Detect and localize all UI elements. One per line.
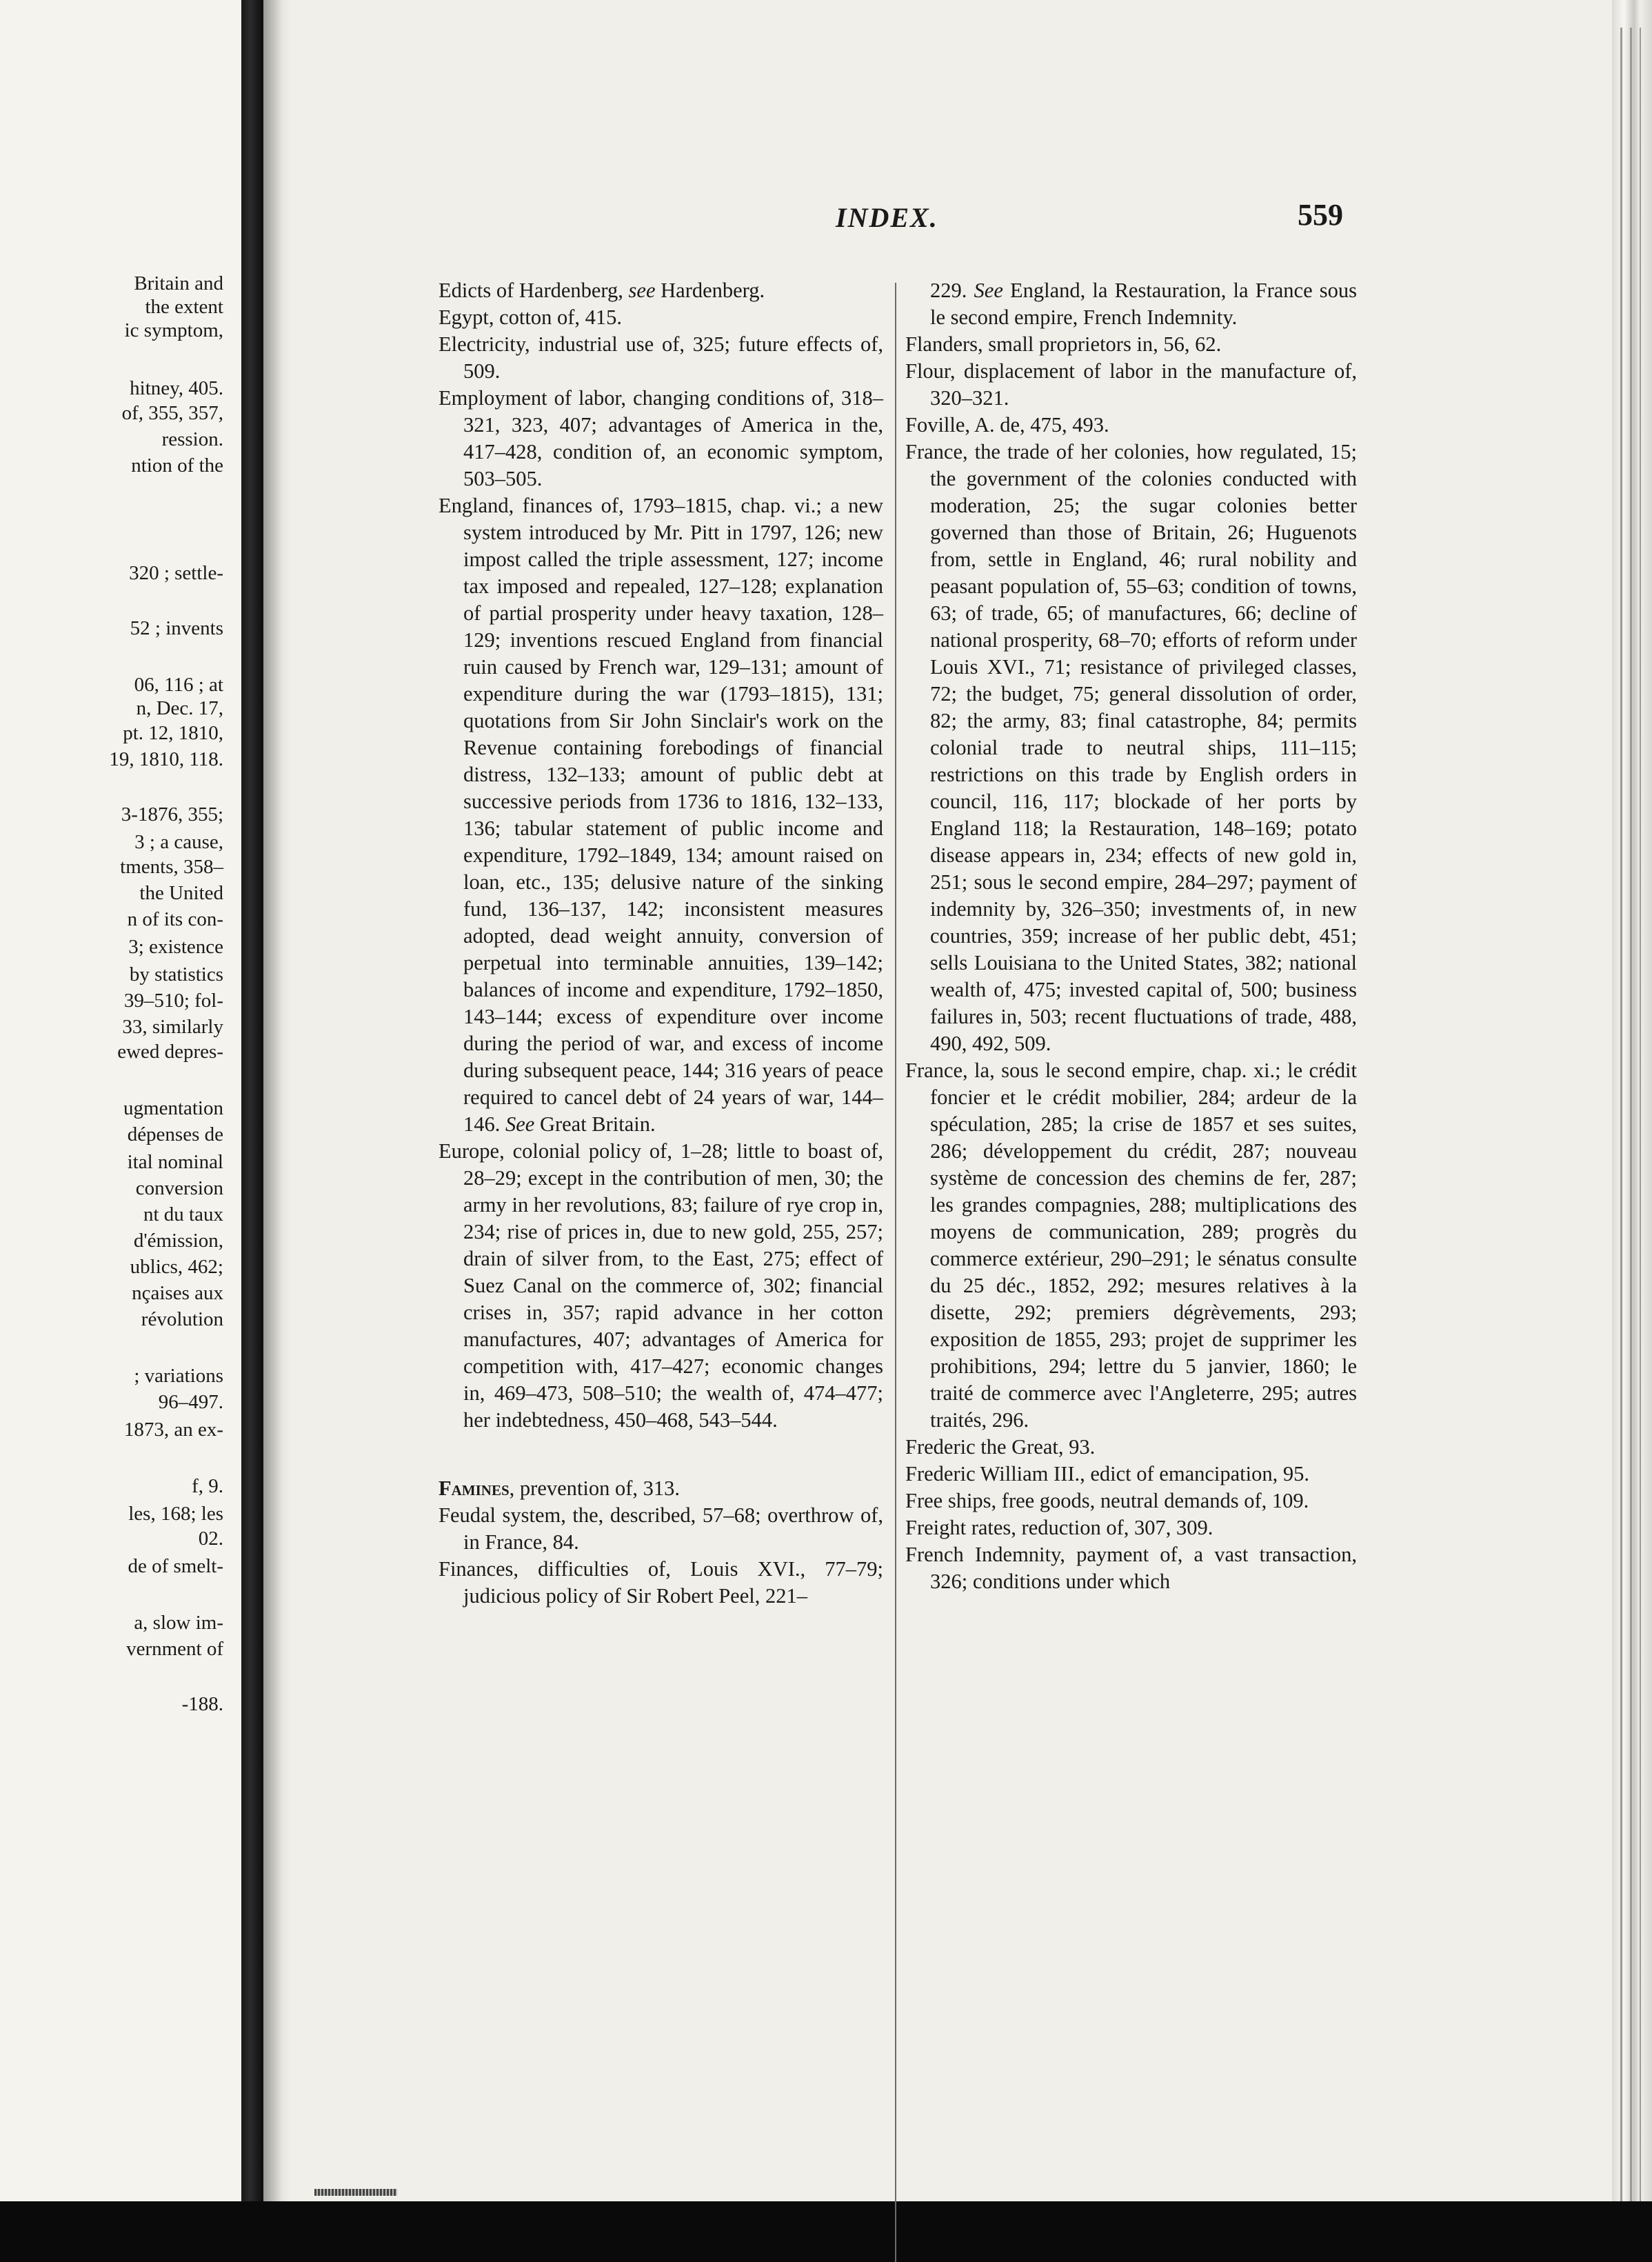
facing-page-text-fragment: ntion of the xyxy=(131,454,223,477)
facing-page-text-fragment: 3 ; a cause, xyxy=(134,831,223,853)
index-entry-frederic-great: Frederic the Great, 93. xyxy=(905,1435,1096,1459)
index-entry-flanders: Flanders, small proprietors in, 56, 62. xyxy=(905,332,1222,356)
facing-page-text-fragment: dépenses de xyxy=(127,1123,223,1145)
index-entry-continuation: 229. See England, la Restauration, la France sous le second empire, French Indemnity. xyxy=(930,279,1358,329)
facing-page-text-fragment: by statistics xyxy=(129,963,223,985)
facing-page-text-fragment: 3-1876, 355; xyxy=(121,803,223,825)
index-column-left xyxy=(439,277,883,1610)
facing-page-text-fragment: 02. xyxy=(198,1528,223,1550)
facing-page-text-fragment: the United xyxy=(139,882,223,904)
facing-page-text-fragment: conversion xyxy=(135,1177,223,1199)
facing-page-text-fragment: tments, 358– xyxy=(120,856,223,878)
page-number: 559 xyxy=(1298,198,1343,232)
index-entry-flour: Flour, displacement of labor in the manufacture of, 320–321. xyxy=(905,359,1357,410)
facing-page-text-fragment: ugmentation xyxy=(123,1097,223,1119)
index-entry-freight: Freight rates, reduction of, 307, 309. xyxy=(905,1516,1213,1539)
index-entry-france-la: France, la, sous le second empire, chap. xi.; le crédit foncier et le crédit mobilier, 284; ardeur de la spéculation, 285; la crise de 1857 et ses suites, 286; développement du crédit, 287; nouveau système de concession des chemins de fer, 287; les grandes compagnies, 288; multiplications des moyens de communication, 289; progrès du commerce extérieur, 290–291; le sénatus consulte du 25 déc., 1852, 292; mesures relatives à la disette, 292; premiers dégrèvements, 293; exposition de 1855, 293; projet de supprimer les prohibitions, 294; lettre du 5 janvier, 1860; le traité de commerce avec l'Angleterre, 295; autres traités, 296. xyxy=(905,1059,1357,1432)
index-entry-feudal: Feudal system, the, described, 57–68; overthrow of, in France, 84. xyxy=(439,1503,883,1554)
index-entry-electricity: Electricity, industrial use of, 325; future effects of, 509. xyxy=(439,332,883,383)
column-divider xyxy=(895,283,896,2262)
facing-page-text-fragment: ublics, 462; xyxy=(130,1256,223,1278)
index-entry-france: France, the trade of her colonies, how regulated, 15; the government of the colonies conducted with moderation, 25; the sugar colonies better governed than those of Britain, 26; Huguenots from, settle in England, 46; rural nobility and peasant population of, 55–63; condition of towns, 63; of trade, 65; of manufactures, 66; decline of national prosperity, 68–70; efforts of reform under Louis XVI., 71; resistance of privileged classes, 72; the budget, 75; general dissolution of order, 82; the army, 83; final catastrophe, 84; permits colonial trade to neutral ships, 111–115; restrictions on this trade by English orders in council, 116, 117; blockade of her ports by England 118; la Restauration, 148–169; potato disease appears in, 234; effects of new gold in, 251; sous le second empire, 284–297; payment of indemnity by, 326–350; investments of, in new countries, 359; increase of her public debt, 451; sells Louisiana to the United States, 382; national wealth of, 475; invested capital of, 500; business failures in, 503; recent fluctuations of trade, 488, 490, 492, 509. xyxy=(905,440,1357,1055)
facing-page-text-fragment: nt du taux xyxy=(143,1203,223,1225)
index-entry-finances: Finances, difficulties of, Louis XVI., 77–79; judicious policy of Sir Robert Peel, 221– xyxy=(439,1557,883,1608)
index-entry-egypt: Egypt, cotton of, 415. xyxy=(439,306,622,329)
facing-page-text-fragment: les, 168; les xyxy=(128,1503,223,1525)
facing-page-text-fragment: 06, 116 ; at xyxy=(134,674,223,696)
facing-page-text-fragment: n, Dec. 17, xyxy=(136,697,223,719)
facing-page-text-fragment: of, 355, 357, xyxy=(121,402,223,424)
facing-page-text-fragment: révolution xyxy=(141,1308,223,1330)
facing-page-text-fragment: vernment of xyxy=(126,1638,223,1660)
page-edges xyxy=(1612,0,1652,2201)
running-head: INDEX. xyxy=(836,202,938,233)
index-entry-edicts: Edicts of Hardenberg, see Hardenberg. xyxy=(439,279,765,302)
facing-page-fragment xyxy=(0,0,241,2201)
index-entry-europe: Europe, colonial policy of, 1–28; little to boast of, 28–29; except in the contribution of men, 30; the army in her revolutions, 83; failure of rye crop in, 234; rise of prices in, due to new gold, 255, 257; drain of silver from, to the East, 275; effect of Suez Canal on the commerce of, 302; financial crises in, 357; rapid advance in her cotton manufactures, 407; advantages of America for competition with, 417–427; economic changes in, 469–473, 508–510; the wealth of, 474–477; her indebtedness, 450–468, 543–544. xyxy=(439,1139,883,1432)
index-entry-foville: Foville, A. de, 475, 493. xyxy=(905,413,1109,437)
gutter-shadow xyxy=(263,0,291,2201)
facing-page-text-fragment: d'émission, xyxy=(133,1230,223,1252)
scan-footer-mark xyxy=(314,2189,397,2196)
facing-page-text-fragment: ression. xyxy=(161,428,223,450)
index-entry-french-indemnity: French Indemnity, payment of, a vast transaction, 326; conditions under which xyxy=(905,1543,1357,1593)
index-entry-frederic-william: Frederic William III., edict of emancipation, 95. xyxy=(905,1462,1309,1485)
facing-page-text-fragment: ic symptom, xyxy=(124,319,223,341)
facing-page-text-fragment: ; variations xyxy=(134,1365,223,1387)
index-entry-famines: Famines, prevention of, 313. xyxy=(439,1477,680,1500)
book-gutter xyxy=(241,0,263,2201)
facing-page-text-fragment: f, 9. xyxy=(192,1475,223,1497)
index-entry-employment: Employment of labor, changing conditions of, 318–321, 323, 407; advantages of America in the, 417–428, condition of, an economic symptom, 503–505. xyxy=(439,386,883,490)
index-entry-england: England, finances of, 1793–1815, chap. vi.; a new system introduced by Mr. Pitt in 1797, 126; new impost called the triple assessment, 127; income tax imposed and repealed, 127–128; explanation of partial prosperity under heavy taxation, 128–129; inventions rescued England from financial ruin caused by French war, 129–131; amount of expenditure during the war (1793–1815), 131; quotations from Sir John Sinclair's work on the Revenue containing forebodings of financial distress, 132–133; amount of public debt at successive periods from 1736 to 1816, 132–133, 136; tabular statement of public income and expenditure, 1792–1849, 134; amount raised on loan, etc., 135; delusive nature of the sinking fund, 136–137, 142; inconsistent measures adopted, dead weight annuity, conversion of perpetual into terminable annuities, 139–142; balances of income and expenditure, 1792–1850, 143–144; excess of expenditure over income during the period of war, and excess of income during subsequent peace, 144; 316 years of peace required to cancel debt of 24 years of war, 144–146. See Great Britain. xyxy=(439,494,883,1136)
index-entry-free-ships: Free ships, free goods, neutral demands of, 109. xyxy=(905,1489,1309,1512)
facing-page-text-fragment: nçaises aux xyxy=(132,1282,223,1304)
facing-page-text-fragment: 39–510; fol- xyxy=(123,990,223,1012)
facing-page-text-fragment: 1873, an ex- xyxy=(123,1419,223,1441)
facing-page-text-fragment: de of smelt- xyxy=(128,1555,223,1577)
facing-page-text-fragment: 320 ; settle- xyxy=(129,562,223,584)
facing-page-text-fragment: 33, similarly xyxy=(122,1016,223,1038)
facing-page-text-fragment: 19, 1810, 118. xyxy=(109,748,223,770)
facing-page-text-fragment: 96–497. xyxy=(158,1391,223,1413)
facing-page-text-fragment: hitney, 405. xyxy=(130,377,223,399)
facing-page-text-fragment: a, slow im- xyxy=(134,1612,223,1634)
facing-page-text-fragment: 52 ; invents xyxy=(130,617,223,639)
facing-page-text-fragment: ewed depres- xyxy=(117,1041,223,1063)
facing-page-text-fragment: n of its con- xyxy=(127,908,223,930)
facing-page-text-fragment: 3; existence xyxy=(128,936,223,958)
facing-page-text-fragment: the extent xyxy=(145,296,223,318)
facing-page-text-fragment: ital nominal xyxy=(127,1151,223,1173)
facing-page-text-fragment: -188. xyxy=(181,1693,223,1715)
facing-page-text-fragment: pt. 12, 1810, xyxy=(123,722,223,744)
facing-page-text-fragment: Britain and xyxy=(134,272,223,294)
index-column-right xyxy=(905,277,1357,1595)
